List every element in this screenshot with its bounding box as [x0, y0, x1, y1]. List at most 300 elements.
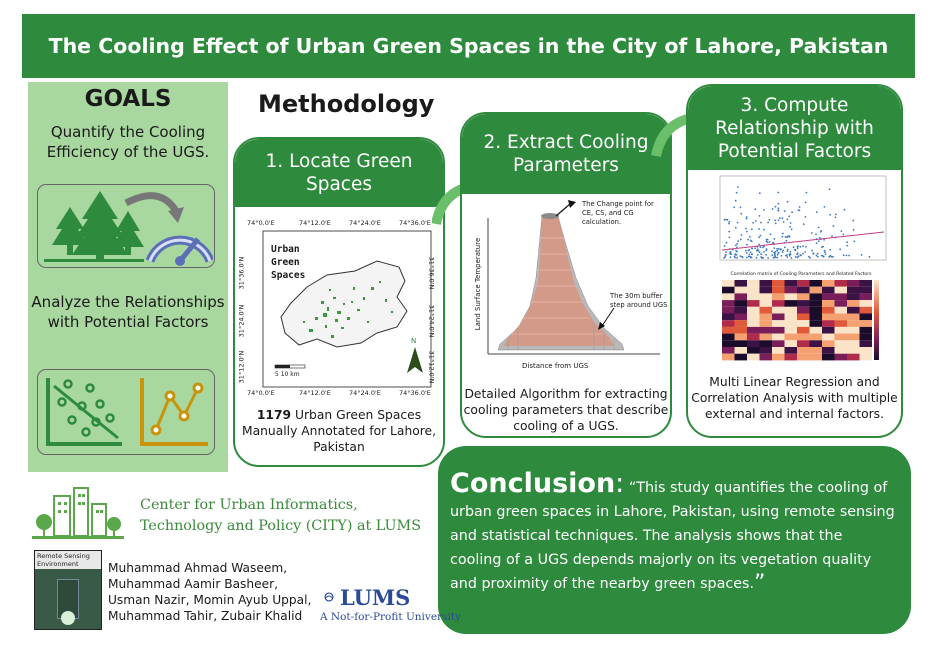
heatmap-cell	[860, 314, 873, 321]
lon-label-4b: 74°36.0'E	[399, 389, 431, 397]
heatmap-cell	[860, 293, 873, 300]
heatmap-cell	[835, 314, 848, 321]
scatter-point	[823, 256, 825, 258]
heatmap-cell	[847, 334, 860, 341]
scatter-point	[767, 257, 769, 259]
scatter-point	[784, 210, 786, 212]
scatter-point	[728, 223, 730, 225]
scatter-point	[777, 252, 779, 254]
heatmap-cell	[747, 340, 760, 347]
lums-name: LUMS	[340, 585, 411, 610]
conclusion-heading: Conclusion	[450, 468, 616, 499]
open-quote-icon: “	[628, 480, 637, 496]
scatter-point	[724, 256, 726, 258]
heatmap-cell	[822, 354, 835, 361]
scatter-point	[775, 251, 777, 253]
scatter-point	[737, 222, 739, 224]
scatter-point	[758, 244, 760, 246]
scatter-point	[736, 243, 738, 245]
heatmap-cell	[772, 293, 785, 300]
conclusion-colon: :	[615, 468, 625, 499]
scatter-point	[737, 240, 739, 242]
lat-label-2: 31°24.0'N	[237, 304, 246, 338]
scatter-point	[774, 253, 776, 255]
heatmap-cell	[785, 300, 798, 307]
scatter-point	[824, 250, 826, 252]
heatmap-cell	[860, 354, 873, 361]
scatter-point	[787, 219, 789, 221]
step-3-heading-text: 3. Compute Relationship with Potential Factors	[715, 94, 874, 162]
scatter-point	[786, 256, 788, 258]
lon-label-1b: 74°0.0'E	[247, 389, 275, 397]
heatmap-cell	[835, 280, 848, 287]
heatmap-cell	[772, 340, 785, 347]
heatmap-cell	[722, 320, 735, 327]
scatter-point	[776, 257, 778, 259]
scatter-point	[758, 228, 760, 230]
lums-subtitle: A Not-for-Profit University	[320, 611, 461, 623]
heatmap-cell	[760, 327, 773, 334]
scatter-point	[745, 228, 747, 230]
step-3-caption: Multi Linear Regression and Correlation Analysis with multiple external and internal factors.	[691, 375, 898, 421]
scatter-point	[736, 257, 738, 259]
scatter-point	[752, 222, 754, 224]
scatter-point	[740, 213, 742, 215]
heatmap-cell	[797, 327, 810, 334]
cooling-algorithm-figure	[464, 198, 670, 386]
scatter-point	[825, 254, 827, 256]
heatmap-cell	[722, 354, 735, 361]
scatter-point	[751, 254, 753, 256]
heatmap-cell	[835, 320, 848, 327]
scatter-point	[848, 255, 850, 257]
scatter-point	[773, 247, 775, 249]
scatter-point	[788, 215, 790, 217]
heatmap-cell	[810, 354, 823, 361]
scatter-point	[786, 240, 788, 242]
scatter-point	[735, 200, 737, 202]
scatter-point	[852, 220, 854, 222]
heatmap-cell	[847, 340, 860, 347]
heatmap-title: Correlation matrix of Cooling Parameters and Related Factors	[730, 272, 872, 277]
heatmap-cell	[785, 340, 798, 347]
heatmap-cell	[810, 287, 823, 294]
svg-text:N: N	[411, 337, 417, 345]
step-2-heading-text: 2. Extract Cooling Parameters	[483, 132, 649, 176]
scale-label: 5 10 km	[275, 371, 300, 378]
scatter-point	[758, 250, 760, 252]
scatter-point	[843, 254, 845, 256]
scatter-point	[798, 255, 800, 257]
heatmap-cell	[822, 280, 835, 287]
scatter-point	[724, 219, 726, 221]
scatter-point	[844, 209, 846, 211]
scatter-point	[746, 257, 748, 259]
scatter-point	[735, 245, 737, 247]
lon-label-1: 74°0.0'E	[247, 219, 275, 227]
heatmap-cell	[847, 307, 860, 314]
regression-correlation-figure	[710, 174, 890, 368]
heatmap-cell	[760, 340, 773, 347]
heatmap-cell	[735, 287, 748, 294]
city-logo-icon	[32, 486, 124, 540]
scatter-point	[818, 240, 820, 242]
scatter-point	[804, 251, 806, 253]
scatter-point	[778, 248, 780, 250]
scatter-point	[782, 217, 784, 219]
scatter-point	[817, 256, 819, 258]
step-1-caption	[235, 407, 443, 455]
scatter-point	[806, 192, 808, 194]
scatter-point	[815, 233, 817, 235]
scatter-point	[777, 192, 779, 194]
heatmap-cell	[847, 320, 860, 327]
scatter-point	[785, 255, 787, 257]
scatter-point	[787, 249, 789, 251]
heatmap-cell	[772, 314, 785, 321]
heatmap-cell	[860, 334, 873, 341]
scatter-point	[759, 251, 761, 253]
heatmap-cell	[847, 314, 860, 321]
scatter-point	[821, 255, 823, 257]
scatter-point	[773, 238, 775, 240]
scatter-point	[816, 211, 818, 213]
heatmap-cell	[722, 334, 735, 341]
scatter-point	[781, 255, 783, 257]
heatmap-cell	[797, 354, 810, 361]
heatmap-cell	[797, 314, 810, 321]
scatter-point	[802, 253, 804, 255]
scatter-point	[748, 250, 750, 252]
heatmap-cell	[785, 293, 798, 300]
scatter-point	[812, 253, 814, 255]
scatter-point	[793, 246, 795, 248]
step-1-caption-text: Urban Green Spaces Manually Annotated for Lahore, Pakistan	[241, 408, 437, 454]
scatter-point	[841, 230, 843, 232]
heatmap-cell	[772, 287, 785, 294]
scatter-point	[749, 254, 751, 256]
step-3-heading	[688, 86, 901, 170]
scatter-point	[839, 248, 841, 250]
scatter-point	[794, 249, 796, 251]
scatter-point	[754, 208, 756, 210]
heatmap-cell	[747, 307, 760, 314]
heatmap-cell	[797, 287, 810, 294]
scatter-point	[760, 246, 762, 248]
city-name-line-2: Technology and Policy (CITY) at LUMS	[140, 518, 421, 534]
heatmap-cell	[797, 307, 810, 314]
heatmap-cell	[735, 293, 748, 300]
heatmap-cell	[747, 287, 760, 294]
scatter-point	[803, 223, 805, 225]
scatter-point	[766, 239, 768, 241]
heatmap-cell	[760, 287, 773, 294]
heatmap-cell	[847, 287, 860, 294]
lat-label-1r: 31°36.0'N	[427, 256, 436, 290]
lat-label-1: 31°36.0'N	[237, 256, 246, 290]
heatmap-cell	[847, 327, 860, 334]
heatmap-cell	[722, 307, 735, 314]
scatter-point	[835, 217, 837, 219]
scatter-point	[746, 218, 748, 220]
heatmap-cell	[760, 314, 773, 321]
scatter-point	[790, 253, 792, 255]
scatter-point	[821, 246, 823, 248]
scatter-point	[775, 223, 777, 225]
scatter-point	[824, 206, 826, 208]
heatmap-cell	[835, 334, 848, 341]
lums-emblem-icon	[318, 584, 340, 610]
scatter-point	[835, 214, 837, 216]
scatter-point	[809, 257, 811, 259]
heatmap-cell	[822, 293, 835, 300]
scatter-point	[811, 232, 813, 234]
scatter-point	[729, 237, 731, 239]
heatmap-cell	[785, 354, 798, 361]
heatmap-cell	[797, 280, 810, 287]
heatmap-cell	[785, 327, 798, 334]
scatter-point	[757, 254, 759, 256]
scatter-point	[791, 228, 793, 230]
heatmap-cell	[835, 327, 848, 334]
scatter-point	[791, 257, 793, 259]
map-title: Urban Green Spaces	[271, 244, 306, 281]
heatmap-cell	[735, 347, 748, 354]
scatter-point	[759, 192, 761, 194]
scatter-point	[777, 209, 779, 211]
scatter-point	[750, 257, 752, 259]
scatter-point	[755, 220, 757, 222]
scatter-point	[790, 222, 792, 224]
step-2-card	[460, 112, 672, 438]
heatmap-cell	[760, 320, 773, 327]
scatter-point	[831, 235, 833, 237]
scatter-point	[766, 241, 768, 243]
heatmap-cell	[835, 347, 848, 354]
heatmap-cell	[735, 300, 748, 307]
annotated-count: 1179	[256, 408, 292, 422]
heatmap-cell	[735, 354, 748, 361]
heatmap-cell	[822, 320, 835, 327]
scatter-point	[805, 216, 807, 218]
scatter-point	[765, 250, 767, 252]
scatter-point	[771, 250, 773, 252]
heatmap-cell	[772, 307, 785, 314]
heatmap-cell	[735, 280, 748, 287]
heatmap-cell	[760, 307, 773, 314]
scatter-point	[765, 254, 767, 256]
heatmap-cell	[835, 307, 848, 314]
scatter-point	[816, 242, 818, 244]
conclusion-body	[450, 468, 897, 596]
heatmap-cell	[722, 340, 735, 347]
scatter-point	[746, 231, 748, 233]
scatter-point	[756, 257, 758, 259]
scatter-point	[740, 255, 742, 257]
heatmap-cell	[772, 300, 785, 307]
lat-label-2r: 31°24.0'N	[427, 304, 436, 338]
conclusion-text: This study quantifies the cooling of urban green spaces in Lahore, Pakistan, using remote sensing and statistical techniques. The analysis shows that the cooling of a UGS depends majorly on its vegetation quality and proximity of the nearby green spaces.	[450, 480, 895, 592]
scatter-point	[728, 231, 730, 233]
scatter-point	[725, 251, 727, 253]
buffer-annotation: The 30m buffer step around UGS	[610, 292, 668, 309]
scatter-point	[797, 252, 799, 254]
heatmap-cell	[760, 293, 773, 300]
scatter-point	[763, 209, 765, 211]
scatter-point	[853, 241, 855, 243]
scatter-point	[740, 239, 742, 241]
heatmap-cell	[810, 280, 823, 287]
goals-panel	[28, 82, 228, 472]
heatmap-cell	[810, 307, 823, 314]
heatmap-cell	[735, 320, 748, 327]
heatmap-cell	[722, 314, 735, 321]
scatter-point	[795, 256, 797, 258]
scatter-point	[778, 207, 780, 209]
city-center-name	[140, 495, 421, 537]
scatter-point	[816, 255, 818, 257]
scatter-point	[760, 253, 762, 255]
heatmap-cell	[760, 347, 773, 354]
goal-1-text: Quantify the Cooling Efficiency of the UGS.	[46, 123, 210, 161]
conclusion-panel	[438, 446, 911, 634]
scatter-point	[802, 245, 804, 247]
city-name-line-1: Center for Urban Informatics,	[140, 497, 358, 513]
lat-label-3r: 31°12.0'N	[427, 350, 436, 384]
scatter-point	[797, 248, 799, 250]
scatter-point	[818, 227, 820, 229]
heatmap-cell	[835, 293, 848, 300]
scatter-point	[786, 250, 788, 252]
scatter-point	[846, 241, 848, 243]
heatmap-cell	[847, 280, 860, 287]
scatter-point	[759, 215, 761, 217]
lat-label-3: 31°12.0'N	[237, 350, 246, 384]
scatter-point	[817, 253, 819, 255]
scatter-point	[829, 188, 831, 190]
lon-label-3: 74°24.0'E	[349, 219, 381, 227]
heatmap-cell	[860, 327, 873, 334]
scatter-point	[775, 256, 777, 258]
heatmap-cell	[735, 327, 748, 334]
scatter-point	[760, 222, 762, 224]
scatter-point	[761, 257, 763, 259]
lon-label-2b: 74°12.0'E	[299, 389, 331, 397]
scatter-point	[778, 203, 780, 205]
trees-gauge-icon	[37, 184, 215, 268]
heatmap-cell	[797, 320, 810, 327]
heatmap-cell	[822, 300, 835, 307]
scatter-point	[800, 246, 802, 248]
scatter-point	[782, 236, 784, 238]
scatter-point	[737, 186, 739, 188]
heatmap-cell	[735, 334, 748, 341]
scatter-point	[724, 245, 726, 247]
change-point-annotation: The Change point for CE, CS, and CG calculation.	[582, 200, 654, 226]
step-1-heading	[235, 139, 443, 207]
scatter-point	[869, 256, 871, 258]
heatmap-cell	[860, 347, 873, 354]
scatter-point	[772, 208, 774, 210]
scatter-point	[724, 254, 726, 256]
title-banner	[22, 14, 915, 78]
scatter-point	[771, 254, 773, 256]
heatmap-cell	[822, 327, 835, 334]
scatter-point	[770, 233, 772, 235]
scatter-point	[733, 207, 735, 209]
scatter-point	[842, 234, 844, 236]
scatter-point	[799, 206, 801, 208]
heatmap-cell	[847, 300, 860, 307]
scatter-point	[829, 214, 831, 216]
scatter-point	[734, 253, 736, 255]
heatmap-cell	[735, 340, 748, 347]
scatter-point	[799, 254, 801, 256]
scatter-point	[824, 252, 826, 254]
scatter-point	[746, 216, 748, 218]
heatmap-cell	[860, 287, 873, 294]
poster-title: The Cooling Effect of Urban Green Spaces in the City of Lahore, Pakistan	[48, 34, 889, 58]
heatmap-cell	[785, 347, 798, 354]
scatter-point	[726, 242, 728, 244]
regression-icon	[37, 369, 215, 455]
scatter-point	[773, 257, 775, 259]
scatter-point	[751, 240, 753, 242]
scatter-point	[747, 239, 749, 241]
heatmap-cell	[747, 280, 760, 287]
scatter-point	[790, 251, 792, 253]
heatmap-cell	[722, 300, 735, 307]
heatmap-cell	[810, 293, 823, 300]
heatmap-cell	[722, 347, 735, 354]
scatter-point	[749, 236, 751, 238]
step-3-card	[686, 84, 903, 438]
heatmap-cell	[822, 314, 835, 321]
heatmap-cell	[810, 320, 823, 327]
scatter-point	[754, 247, 756, 249]
scatter-point	[728, 221, 730, 223]
scatter-point	[799, 210, 801, 212]
heatmap-cell	[860, 307, 873, 314]
heatmap-cell	[822, 340, 835, 347]
scatter-point	[777, 254, 779, 256]
heatmap-cell	[747, 327, 760, 334]
scatter-point	[789, 236, 791, 238]
scatter-point	[833, 225, 835, 227]
scatter-point	[727, 219, 729, 221]
x-axis-label: Distance from UGS	[522, 362, 589, 370]
scatter-point	[819, 237, 821, 239]
scatter-point	[785, 236, 787, 238]
scatter-point	[769, 241, 771, 243]
heatmap-cell	[785, 334, 798, 341]
scatter-point	[861, 254, 863, 256]
methodology-title: Methodology	[258, 90, 435, 118]
heatmap-cell	[760, 280, 773, 287]
heatmap-cell	[772, 347, 785, 354]
scatter-point	[740, 207, 742, 209]
scatter-point	[774, 220, 776, 222]
scatter-point	[736, 192, 738, 194]
scatter-point	[782, 250, 784, 252]
heatmap-cell	[735, 307, 748, 314]
heatmap-cell	[772, 280, 785, 287]
scatter-point	[760, 235, 762, 237]
step-2-caption: Detailed Algorithm for extracting cooling parameters that describe cooling of a UGS.	[463, 387, 669, 433]
heatmap-cell	[722, 293, 735, 300]
scatter-point	[729, 256, 731, 258]
scatter-point	[820, 230, 822, 232]
